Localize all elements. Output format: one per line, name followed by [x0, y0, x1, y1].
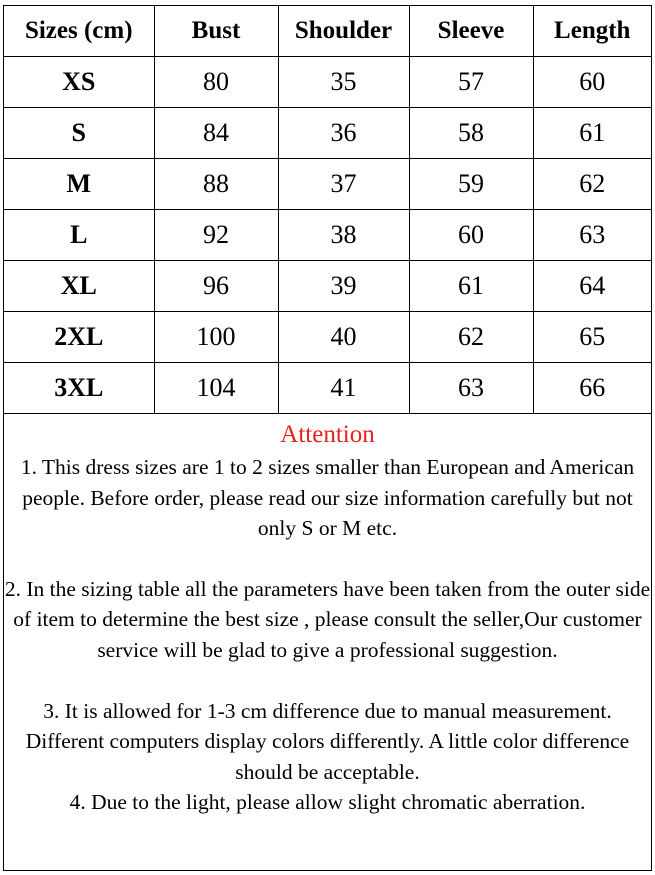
sleeve-cell: 61 — [409, 261, 533, 312]
size-label: XS — [4, 57, 154, 108]
header-sleeve: Sleeve — [409, 6, 533, 57]
table-row — [4, 363, 651, 414]
length-cell: 63 — [533, 210, 651, 261]
paragraph-gap — [4, 666, 651, 696]
length-cell: 61 — [533, 108, 651, 159]
sleeve-cell: 59 — [409, 159, 533, 210]
shoulder-cell: 40 — [278, 312, 409, 363]
bust-cell: 96 — [154, 261, 278, 312]
attention-notes — [4, 414, 651, 818]
size-label: XL — [4, 261, 154, 312]
size-table — [4, 6, 651, 414]
bust-cell: 100 — [154, 312, 278, 363]
paragraph-gap — [4, 544, 651, 574]
size-label: S — [4, 108, 154, 159]
size-label: 3XL — [4, 363, 154, 414]
shoulder-cell: 41 — [278, 363, 409, 414]
bust-cell: 84 — [154, 108, 278, 159]
bust-cell: 80 — [154, 57, 278, 108]
bust-cell: 88 — [154, 159, 278, 210]
table-row — [4, 57, 651, 108]
sleeve-cell: 63 — [409, 363, 533, 414]
sleeve-cell: 62 — [409, 312, 533, 363]
size-chart — [3, 5, 652, 871]
attention-title: Attention — [280, 421, 375, 448]
length-cell: 65 — [533, 312, 651, 363]
size-label: 2XL — [4, 312, 154, 363]
header-bust: Bust — [154, 6, 278, 57]
table-row — [4, 108, 651, 159]
sleeve-cell: 57 — [409, 57, 533, 108]
shoulder-cell: 35 — [278, 57, 409, 108]
size-label: L — [4, 210, 154, 261]
length-cell: 66 — [533, 363, 651, 414]
note-2: 2. In the sizing table all the parameters have been taken from the outer side of item to determine the best size , please consult the seller,Our customer service will be glad to give a professional suggestion. — [4, 576, 651, 662]
shoulder-cell: 38 — [278, 210, 409, 261]
header-shoulder: Shoulder — [278, 6, 409, 57]
header-row — [4, 6, 651, 57]
length-cell: 60 — [533, 57, 651, 108]
bust-cell: 92 — [154, 210, 278, 261]
note-4: 4. Due to the light, please allow slight chromatic aberration. — [69, 790, 586, 815]
table-row — [4, 210, 651, 261]
header-sizes: Sizes (cm) — [4, 6, 154, 57]
table-row — [4, 261, 651, 312]
size-label: M — [4, 159, 154, 210]
note-1: 1. This dress sizes are 1 to 2 sizes smaller than European and American people. Before order, please read our size information carefully but not only S or M etc. — [20, 455, 635, 541]
shoulder-cell: 39 — [278, 261, 409, 312]
length-cell: 64 — [533, 261, 651, 312]
note-3: 3. It is allowed for 1-3 cm difference due to manual measurement. Different computers display colors differently. A little color difference should be acceptable. — [25, 698, 630, 784]
length-cell: 62 — [533, 159, 651, 210]
sleeve-cell: 58 — [409, 108, 533, 159]
shoulder-cell: 37 — [278, 159, 409, 210]
table-row — [4, 159, 651, 210]
sleeve-cell: 60 — [409, 210, 533, 261]
bust-cell: 104 — [154, 363, 278, 414]
shoulder-cell: 36 — [278, 108, 409, 159]
table-row — [4, 312, 651, 363]
header-length: Length — [533, 6, 651, 57]
